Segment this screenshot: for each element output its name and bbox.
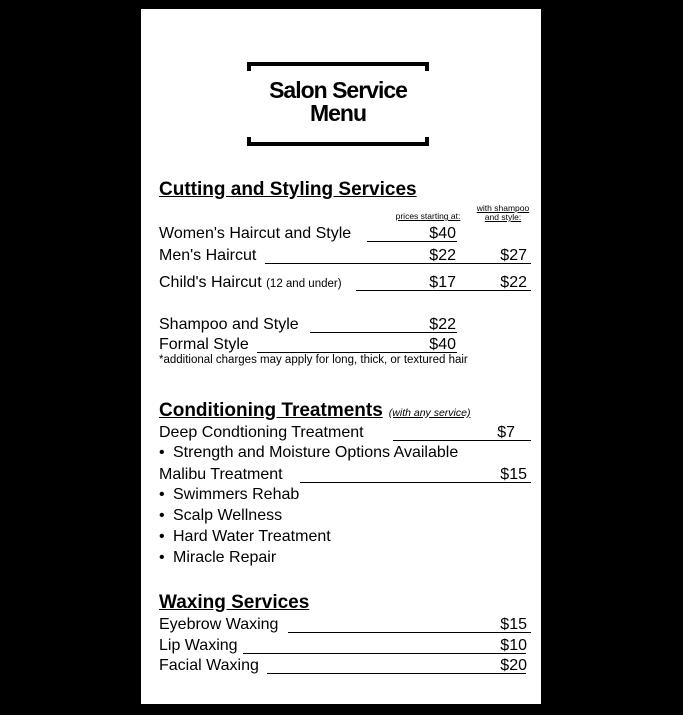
service-row-malibu-treatment bbox=[159, 465, 539, 485]
bullet-dot: • bbox=[159, 549, 165, 566]
service-label: Deep Condtioning Treatment bbox=[159, 424, 364, 441]
bullet-miracle-repair bbox=[159, 549, 276, 567]
service-row-lip-waxing bbox=[159, 636, 539, 656]
service-label: Women's Haircut and Style bbox=[159, 225, 352, 242]
title-line-1: Salon Service bbox=[269, 77, 407, 103]
service-row-mens-haircut bbox=[159, 246, 539, 266]
conditioning-qualifier: (with any service) bbox=[388, 407, 471, 419]
bullet-dot: • bbox=[159, 486, 165, 503]
service-label: Facial Waxing bbox=[159, 657, 259, 674]
price: $40 bbox=[429, 225, 456, 242]
title-bracket-bottom bbox=[247, 142, 429, 146]
column-header-shampoo-line-2: and style: bbox=[484, 212, 522, 222]
service-row-eyebrow-waxing bbox=[159, 615, 539, 635]
bullet-strength-moisture bbox=[159, 444, 458, 462]
bullet-dot: • bbox=[159, 507, 165, 524]
bracket-tick bbox=[247, 62, 251, 71]
price: $15 bbox=[500, 616, 527, 633]
bullet-text: Strength and Moisture Options Available bbox=[173, 444, 459, 461]
bullet-text: Scalp Wellness bbox=[173, 507, 283, 524]
price: $17 bbox=[429, 274, 456, 291]
section-heading-conditioning bbox=[159, 400, 470, 422]
service-label: Lip Waxing bbox=[159, 637, 238, 654]
service-label: Shampoo and Style bbox=[159, 316, 299, 333]
title-bracket-top bbox=[247, 62, 429, 66]
service-row-formal-style bbox=[159, 335, 539, 355]
leader-line bbox=[243, 653, 526, 654]
menu-title bbox=[247, 79, 429, 125]
bullet-scalp-wellness bbox=[159, 507, 282, 525]
service-row-deep-conditioning bbox=[159, 423, 539, 443]
bullet-text: Miracle Repair bbox=[173, 549, 277, 566]
age-qualifier: (12 and under) bbox=[266, 278, 342, 290]
section-heading-waxing: Waxing Services bbox=[159, 592, 310, 613]
column-header-shampoo bbox=[473, 204, 533, 222]
leader-line bbox=[288, 632, 531, 633]
service-row-childs-haircut bbox=[159, 273, 539, 293]
menu-page bbox=[141, 9, 541, 704]
bullet-swimmers-rehab bbox=[159, 486, 299, 504]
title-frame bbox=[247, 62, 429, 146]
service-label bbox=[159, 273, 342, 294]
price-with-shampoo: $27 bbox=[500, 247, 527, 264]
price-with-shampoo: $22 bbox=[500, 274, 527, 291]
bracket-tick bbox=[425, 62, 429, 71]
price: $22 bbox=[429, 316, 456, 333]
price: $7 bbox=[497, 424, 515, 441]
price: $15 bbox=[500, 466, 527, 483]
service-row-shampoo-style bbox=[159, 315, 539, 335]
service-label: Men's Haircut bbox=[159, 247, 257, 264]
additional-charges-note: *additional charges may apply for long, thick, or textured hair bbox=[159, 354, 468, 366]
title-line-2: Menu bbox=[309, 100, 367, 126]
column-header-prices: prices starting at: bbox=[395, 211, 461, 221]
bullet-text: Hard Water Treatment bbox=[173, 528, 331, 545]
price: $10 bbox=[500, 637, 527, 654]
price: $22 bbox=[429, 247, 456, 264]
service-row-facial-waxing bbox=[159, 656, 539, 676]
price: $40 bbox=[429, 336, 456, 353]
service-label: Malibu Treatment bbox=[159, 466, 283, 483]
leader-line bbox=[267, 673, 526, 674]
bullet-dot: • bbox=[159, 444, 165, 461]
bullet-text: Swimmers Rehab bbox=[173, 486, 300, 503]
bullet-dot: • bbox=[159, 528, 165, 545]
leader-line bbox=[265, 263, 531, 264]
service-row-womens-haircut bbox=[159, 224, 539, 244]
bullet-hard-water bbox=[159, 528, 331, 546]
service-label: Formal Style bbox=[159, 336, 249, 353]
section-heading-text: Conditioning Treatments bbox=[159, 400, 383, 421]
section-heading-cutting: Cutting and Styling Services bbox=[159, 179, 417, 200]
column-header-shampoo-line-1: with shampoo bbox=[476, 203, 530, 213]
service-label-text: Child's Haircut bbox=[159, 274, 262, 291]
price: $20 bbox=[500, 657, 527, 674]
service-label: Eyebrow Waxing bbox=[159, 616, 279, 633]
